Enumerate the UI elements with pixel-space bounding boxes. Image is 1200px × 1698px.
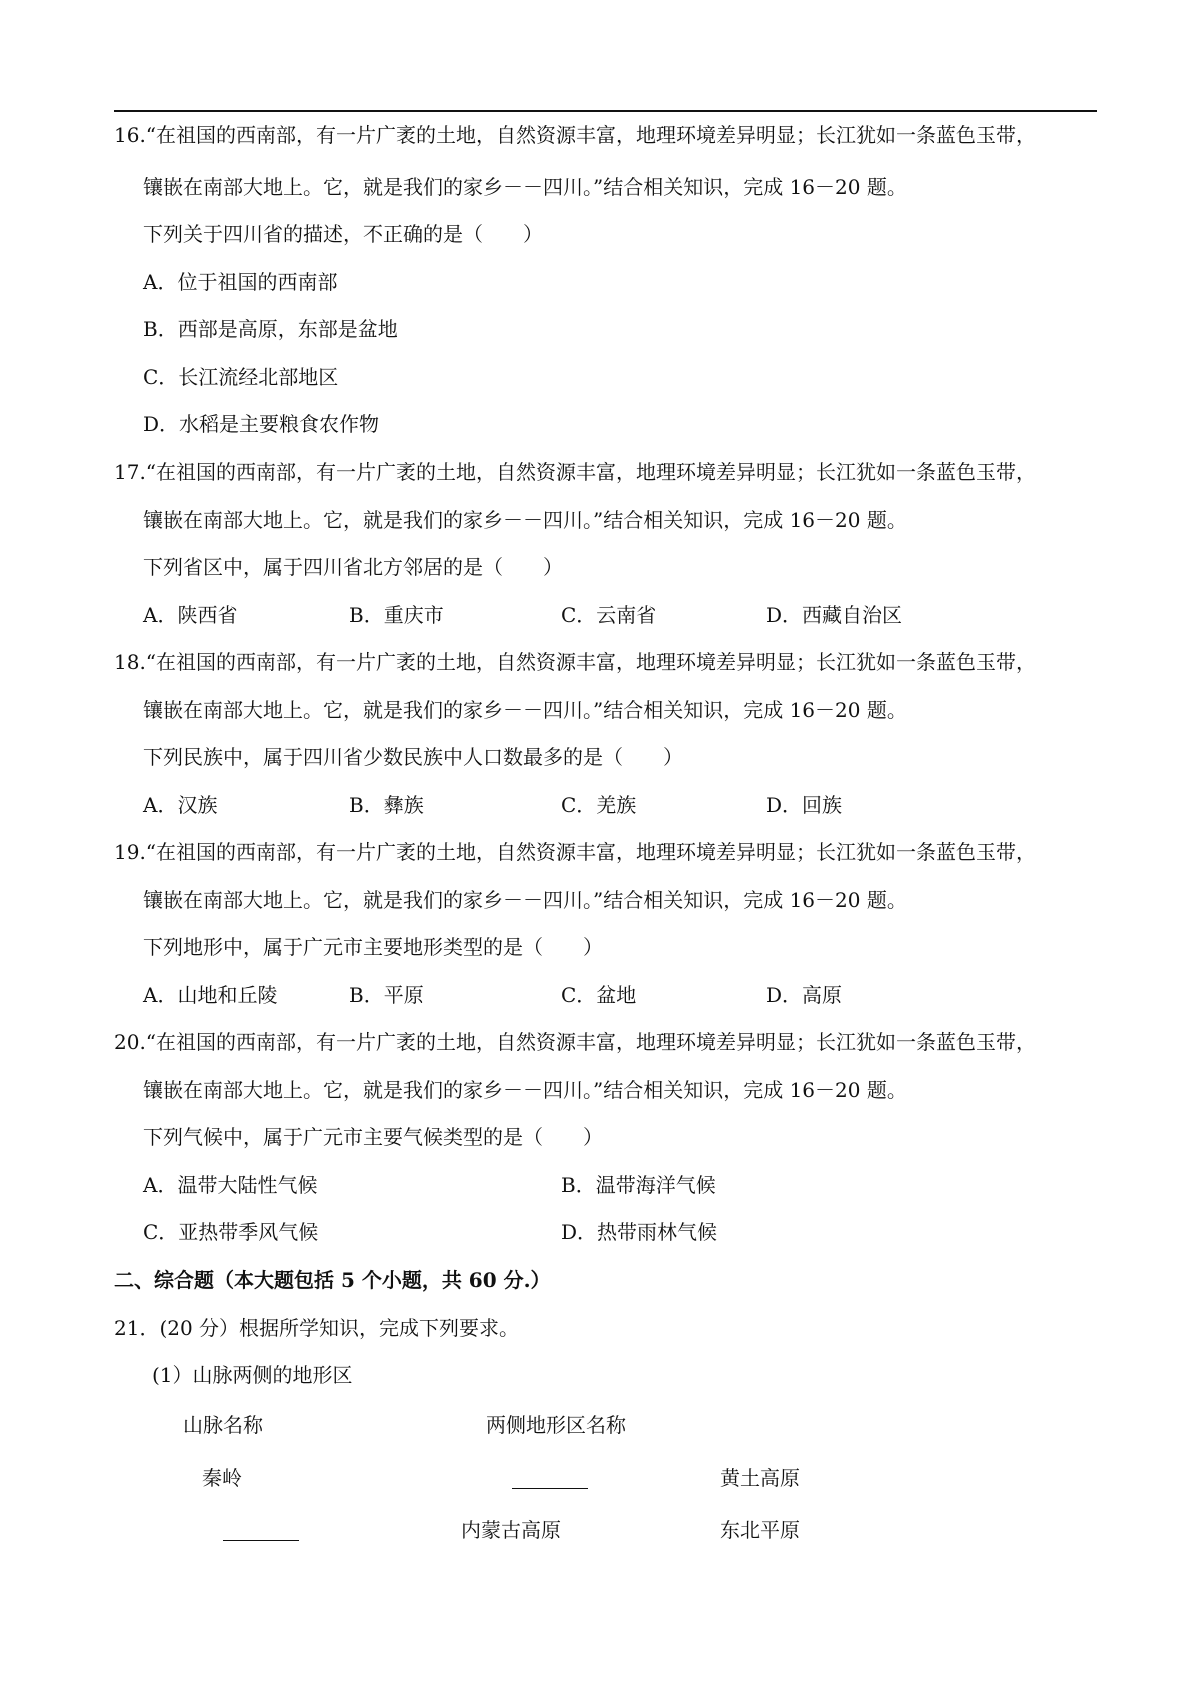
q18-option-a: A．汉族 (143, 793, 218, 817)
q18-stem-line2: 镶嵌在南部大地上。它，就是我们的家乡－－四川。”结合相关知识，完成 16－20 题。 (143, 698, 907, 722)
q19-option-c: C．盆地 (561, 983, 637, 1007)
col-header-mountain: 山脉名称 (183, 1413, 263, 1437)
q17-stem-line1: 17.“在祖国的西南部，有一片广袤的土地，自然资源丰富，地理环境差异明显；长江犹如一条蓝色玉带， (114, 460, 1037, 484)
row1-region2: 黄土高原 (720, 1466, 800, 1490)
q19-option-a: A．山地和丘陵 (143, 983, 278, 1007)
q20-question: 下列气候中，属于广元市主要气候类型的是（ ） (143, 1125, 603, 1149)
q20-stem-line2: 镶嵌在南部大地上。它，就是我们的家乡－－四川。”结合相关知识，完成 16－20 题。 (143, 1078, 907, 1102)
q18-option-c: C．羌族 (561, 793, 637, 817)
row1-region1-blank[interactable] (512, 1466, 588, 1496)
q21-title: 21．(20 分）根据所学知识，完成下列要求。 (114, 1316, 520, 1340)
q20-option-b: B．温带海洋气候 (561, 1173, 716, 1197)
q19-option-b: B．平原 (349, 983, 424, 1007)
q16-option-d: D．水稻是主要粮食农作物 (143, 412, 380, 436)
q20-option-d: D．热带雨林气候 (561, 1220, 718, 1244)
q16-option-c: C．长江流经北部地区 (143, 365, 339, 389)
q16-option-b: B．西部是高原，东部是盆地 (143, 317, 398, 341)
q17-option-b: B．重庆市 (349, 603, 444, 627)
q18-option-b: B．彝族 (349, 793, 424, 817)
q16-option-a: A．位于祖国的西南部 (143, 270, 338, 294)
q19-option-d: D．高原 (766, 983, 843, 1007)
header-rule (114, 110, 1097, 112)
q16-stem-line1: 16.“在祖国的西南部，有一片广袤的土地，自然资源丰富，地理环境差异明显；长江犹如一条蓝色玉带， (114, 123, 1037, 147)
q19-stem-line1: 19.“在祖国的西南部，有一片广袤的土地，自然资源丰富，地理环境差异明显；长江犹如一条蓝色玉带， (114, 840, 1037, 864)
q17-option-a: A．陕西省 (143, 603, 238, 627)
q17-stem-line2: 镶嵌在南部大地上。它，就是我们的家乡－－四川。”结合相关知识，完成 16－20 题。 (143, 508, 907, 532)
section2-heading: 二、综合题（本大题包括 5 个小题，共 60 分.） (114, 1268, 551, 1292)
q19-question: 下列地形中，属于广元市主要地形类型的是（ ） (143, 935, 603, 959)
q20-stem-line1: 20.“在祖国的西南部，有一片广袤的土地，自然资源丰富，地理环境差异明显；长江犹如一条蓝色玉带， (114, 1030, 1037, 1054)
row2-region1: 内蒙古高原 (461, 1518, 561, 1542)
row1-mountain: 秦岭 (202, 1466, 242, 1490)
q20-option-a: A．温带大陆性气候 (143, 1173, 318, 1197)
q18-stem-line1: 18.“在祖国的西南部，有一片广袤的土地，自然资源丰富，地理环境差异明显；长江犹如一条蓝色玉带， (114, 650, 1037, 674)
q18-question: 下列民族中，属于四川省少数民族中人口数最多的是（ ） (143, 745, 683, 769)
row2-region2: 东北平原 (720, 1518, 800, 1542)
q20-option-c: C．亚热带季风气候 (143, 1220, 319, 1244)
row2-mountain-blank[interactable] (223, 1518, 299, 1548)
q21-part1: (1）山脉两侧的地形区 (152, 1363, 353, 1387)
q16-stem-line2: 镶嵌在南部大地上。它，就是我们的家乡－－四川。”结合相关知识，完成 16－20 题。 (143, 175, 907, 199)
q17-option-d: D．西藏自治区 (766, 603, 903, 627)
q19-stem-line2: 镶嵌在南部大地上。它，就是我们的家乡－－四川。”结合相关知识，完成 16－20 题。 (143, 888, 907, 912)
q17-option-c: C．云南省 (561, 603, 657, 627)
q17-question: 下列省区中，属于四川省北方邻居的是（ ） (143, 555, 563, 579)
q16-question: 下列关于四川省的描述，不正确的是（ ） (143, 222, 543, 246)
col-header-regions: 两侧地形区名称 (486, 1413, 626, 1437)
q18-option-d: D．回族 (766, 793, 843, 817)
